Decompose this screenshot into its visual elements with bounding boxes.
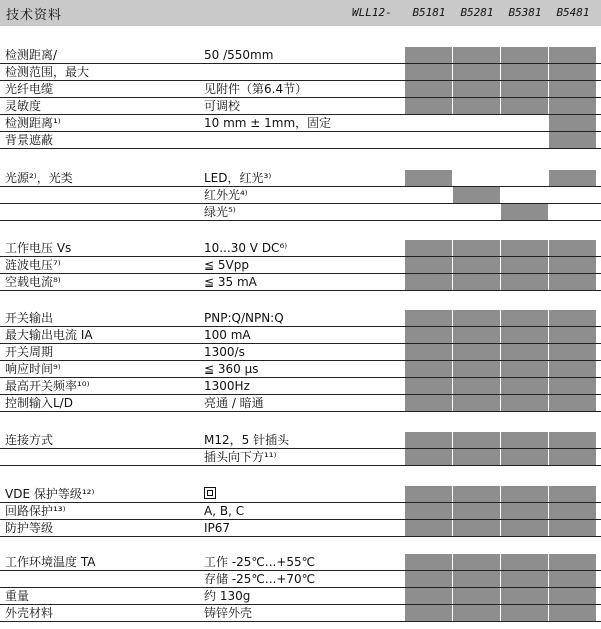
applicability-cell	[549, 486, 596, 502]
table-row	[0, 132, 601, 149]
applicability-cell	[453, 115, 500, 131]
row-value: 1300Hz	[204, 379, 250, 393]
applicability-cell	[405, 571, 452, 587]
applicability-cell	[549, 503, 596, 519]
row-value: 红外光⁴⁾	[204, 188, 248, 202]
applicability-cell	[453, 257, 500, 273]
applicability-cell	[405, 115, 452, 131]
table-row	[0, 449, 601, 466]
applicability-cell	[405, 187, 452, 203]
row-value: IP67	[204, 521, 231, 535]
table-row	[0, 571, 601, 588]
model-col-3: B5381	[508, 6, 542, 19]
row-label: 连接方式	[5, 433, 54, 447]
table-row	[0, 81, 601, 98]
table-row	[0, 98, 601, 115]
row-value: A, B, C	[204, 504, 245, 518]
applicability-cell	[405, 98, 452, 114]
row-label: 空载电流⁸⁾	[5, 275, 61, 289]
row-value: M12，5 针插头	[204, 433, 290, 447]
applicability-cell	[405, 554, 452, 570]
row-value: 100 mA	[204, 328, 251, 342]
applicability-cell	[453, 187, 500, 203]
table-title: 技术资料	[6, 8, 63, 23]
applicability-cell	[549, 571, 596, 587]
table-row	[0, 310, 601, 327]
row-label: 检测距离/	[5, 48, 58, 62]
applicability-cell	[405, 486, 452, 502]
applicability-cell	[501, 115, 548, 131]
row-value: 插头向下方¹¹⁾	[204, 450, 277, 464]
applicability-cell	[405, 274, 452, 290]
applicability-cell	[453, 588, 500, 604]
applicability-cell	[453, 486, 500, 502]
applicability-cell	[453, 554, 500, 570]
row-label: 光源²⁾，光类	[5, 171, 73, 185]
applicability-cell	[405, 240, 452, 256]
applicability-cell	[405, 310, 452, 326]
applicability-cell	[501, 605, 548, 621]
table-row	[0, 257, 601, 274]
applicability-cell	[405, 257, 452, 273]
applicability-cell	[405, 327, 452, 343]
table-row	[0, 520, 601, 537]
applicability-cell	[501, 361, 548, 377]
applicability-cell	[549, 115, 596, 131]
applicability-cell	[453, 449, 500, 465]
applicability-cell	[501, 432, 548, 448]
applicability-cell	[549, 605, 596, 621]
applicability-cell	[501, 520, 548, 536]
table-row	[0, 274, 601, 291]
row-label: 防护等级	[5, 521, 54, 535]
applicability-cell	[453, 170, 500, 186]
applicability-cell	[453, 432, 500, 448]
row-label: 开关输出	[5, 311, 54, 325]
table-row	[0, 327, 601, 344]
row-value: 可调校	[204, 99, 241, 113]
applicability-cell	[501, 170, 548, 186]
applicability-cell	[549, 98, 596, 114]
applicability-cell	[453, 395, 500, 411]
applicability-cell	[501, 378, 548, 394]
row-label: 工作电压 Vs	[5, 241, 72, 255]
applicability-cell	[549, 361, 596, 377]
applicability-cell	[453, 520, 500, 536]
applicability-cell	[453, 361, 500, 377]
applicability-cell	[405, 81, 452, 97]
applicability-cell	[549, 187, 596, 203]
applicability-cell	[405, 64, 452, 80]
row-label: 回路保护¹³⁾	[5, 504, 66, 518]
applicability-cell	[405, 588, 452, 604]
row-label: 涟波电压⁷⁾	[5, 258, 61, 272]
applicability-cell	[453, 344, 500, 360]
applicability-cell	[501, 98, 548, 114]
applicability-cell	[501, 571, 548, 587]
applicability-cell	[501, 554, 548, 570]
applicability-cell	[501, 257, 548, 273]
row-value: ≦ 35 mA	[204, 275, 257, 289]
row-label: 最大输出电流 IA	[5, 328, 93, 342]
applicability-cell	[453, 378, 500, 394]
applicability-cell	[549, 449, 596, 465]
table-row	[0, 395, 601, 412]
row-value: 绿光⁵⁾	[204, 205, 236, 219]
applicability-cell	[501, 449, 548, 465]
applicability-cell	[549, 520, 596, 536]
table-row	[0, 344, 601, 361]
row-label: 检测距离¹⁾	[5, 116, 61, 130]
applicability-cell	[549, 257, 596, 273]
applicability-cell	[453, 274, 500, 290]
applicability-cell	[453, 81, 500, 97]
row-label: 工作环境温度 TA	[5, 555, 96, 569]
row-value: 见附件（第6.4节）	[204, 82, 308, 96]
applicability-cell	[549, 588, 596, 604]
applicability-cell	[453, 64, 500, 80]
row-value: 约 130g	[204, 589, 251, 603]
model-col-2: B5281	[460, 6, 494, 19]
row-value: ≦ 5Vpp	[204, 258, 249, 272]
applicability-cell	[453, 132, 500, 148]
applicability-cell	[549, 64, 596, 80]
row-label: 最高开关频率¹⁰⁾	[5, 379, 90, 393]
row-label: VDE 保护等级¹²⁾	[5, 487, 95, 501]
row-value: 10...30 V DC⁶⁾	[204, 241, 288, 255]
applicability-cell	[549, 81, 596, 97]
applicability-cell	[549, 395, 596, 411]
table-row	[0, 204, 601, 221]
table-row	[0, 187, 601, 204]
model-prefix: WLL12-	[352, 6, 392, 19]
row-label: 控制输入L/D	[5, 396, 73, 410]
table-row	[0, 486, 601, 503]
applicability-cell	[453, 327, 500, 343]
applicability-cell	[501, 132, 548, 148]
table-row	[0, 170, 601, 187]
table-row	[0, 240, 601, 257]
row-value: ≦ 360 μs	[204, 362, 259, 376]
table-row	[0, 588, 601, 605]
applicability-cell	[549, 432, 596, 448]
applicability-cell	[501, 310, 548, 326]
applicability-cell	[453, 47, 500, 63]
model-col-4: B5481	[556, 6, 590, 19]
applicability-cell	[501, 240, 548, 256]
table-header	[0, 0, 601, 26]
row-label: 重量	[5, 589, 30, 603]
row-label: 检测范围，最大	[5, 65, 90, 79]
applicability-cell	[405, 378, 452, 394]
applicability-cell	[453, 605, 500, 621]
applicability-cell	[549, 327, 596, 343]
applicability-cell	[501, 274, 548, 290]
applicability-cell	[501, 204, 548, 220]
applicability-cell	[549, 132, 596, 148]
applicability-cell	[405, 605, 452, 621]
model-col-1: B5181	[412, 6, 446, 19]
table-row	[0, 64, 601, 81]
applicability-cell	[549, 378, 596, 394]
applicability-cell	[405, 204, 452, 220]
applicability-cell	[405, 449, 452, 465]
row-value: PNP:Q/NPN:Q	[204, 311, 284, 325]
row-value: 亮通 / 暗通	[204, 396, 264, 410]
row-label: 外壳材料	[5, 606, 54, 620]
applicability-cell	[405, 520, 452, 536]
table-row	[0, 503, 601, 520]
row-value: 存储 -25℃...+70℃	[204, 572, 316, 586]
applicability-cell	[501, 187, 548, 203]
row-value: LED，红光³⁾	[204, 171, 272, 185]
applicability-cell	[453, 98, 500, 114]
applicability-cell	[549, 310, 596, 326]
applicability-cell	[501, 81, 548, 97]
applicability-cell	[453, 503, 500, 519]
row-label: 灵敏度	[5, 99, 42, 113]
applicability-cell	[405, 395, 452, 411]
applicability-cell	[501, 47, 548, 63]
protection-class-icon	[204, 486, 216, 502]
applicability-cell	[453, 310, 500, 326]
applicability-cell	[453, 571, 500, 587]
applicability-cell	[405, 344, 452, 360]
applicability-cell	[405, 132, 452, 148]
applicability-cell	[405, 170, 452, 186]
row-value: 铸锌外壳	[204, 606, 253, 620]
applicability-cell	[501, 344, 548, 360]
row-value: 50 /550mm	[204, 48, 274, 62]
applicability-cell	[405, 503, 452, 519]
table-row	[0, 47, 601, 64]
applicability-cell	[549, 554, 596, 570]
applicability-cell	[549, 170, 596, 186]
applicability-cell	[501, 395, 548, 411]
applicability-cell	[501, 64, 548, 80]
row-value: 10 mm ± 1mm，固定	[204, 116, 332, 130]
applicability-cell	[501, 486, 548, 502]
row-value: 工作 -25℃...+55℃	[204, 555, 316, 569]
row-label: 背景遮蔽	[5, 133, 54, 147]
applicability-cell	[405, 47, 452, 63]
table-row	[0, 361, 601, 378]
applicability-cell	[405, 361, 452, 377]
row-label: 光纤电缆	[5, 82, 54, 96]
row-value: 1300/s	[204, 345, 245, 359]
table-row	[0, 378, 601, 395]
row-label: 响应时间⁹⁾	[5, 362, 61, 376]
applicability-cell	[549, 344, 596, 360]
applicability-cell	[453, 240, 500, 256]
applicability-cell	[453, 204, 500, 220]
applicability-cell	[501, 503, 548, 519]
applicability-cell	[405, 432, 452, 448]
applicability-cell	[549, 47, 596, 63]
applicability-cell	[549, 274, 596, 290]
applicability-cell	[549, 240, 596, 256]
applicability-cell	[549, 204, 596, 220]
applicability-cell	[501, 327, 548, 343]
table-row	[0, 554, 601, 571]
table-row	[0, 432, 601, 449]
table-row	[0, 115, 601, 132]
applicability-cell	[501, 588, 548, 604]
table-row	[0, 605, 601, 622]
row-label: 开关周期	[5, 345, 54, 359]
